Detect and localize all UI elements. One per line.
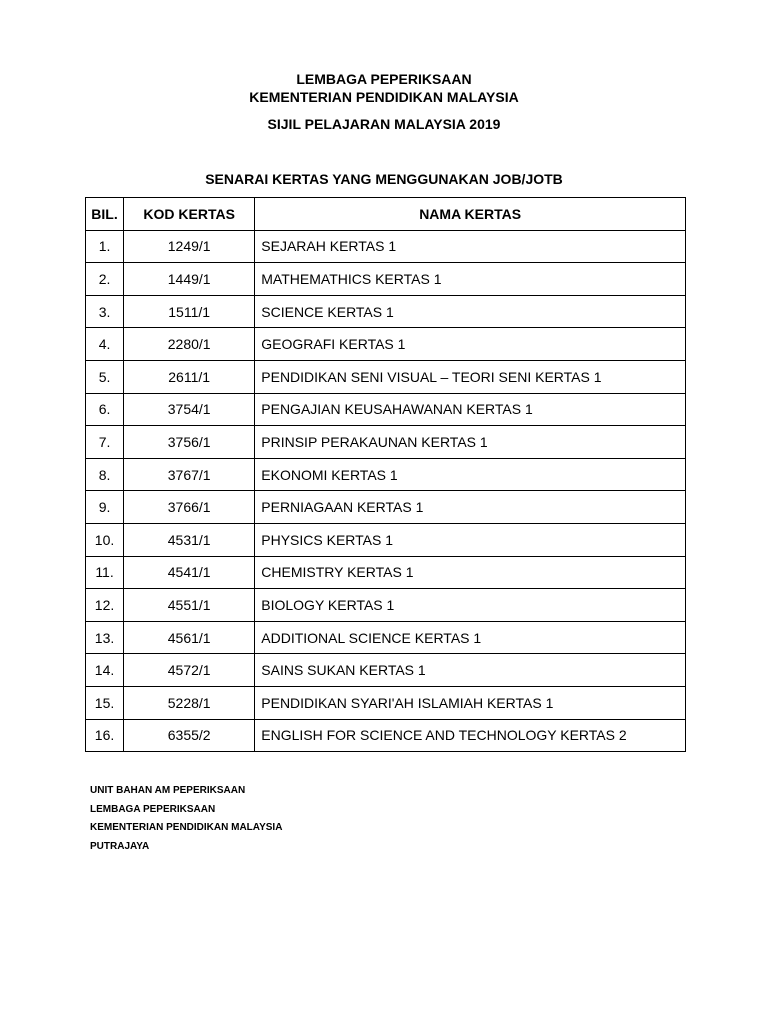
cell-bil: 1.	[86, 230, 124, 263]
column-header-kod: KOD KERTAS	[124, 198, 255, 231]
cell-bil: 6.	[86, 393, 124, 426]
cell-bil: 3.	[86, 295, 124, 328]
table-row	[86, 360, 686, 393]
cell-bil: 5.	[86, 360, 124, 393]
table-body	[86, 230, 686, 752]
cell-nama: CHEMISTRY KERTAS 1	[255, 556, 686, 589]
cell-bil: 12.	[86, 589, 124, 622]
table-row	[86, 719, 686, 752]
cell-bil: 15.	[86, 686, 124, 719]
cell-bil: 7.	[86, 426, 124, 459]
footer-unit: UNIT BAHAN AM PEPERIKSAAN	[90, 785, 246, 796]
cell-kod: 1511/1	[124, 295, 255, 328]
cell-bil: 4.	[86, 328, 124, 361]
cell-bil: 2.	[86, 263, 124, 296]
cell-kod: 1449/1	[124, 263, 255, 296]
cell-nama: PHYSICS KERTAS 1	[255, 523, 686, 556]
cell-nama: SEJARAH KERTAS 1	[255, 230, 686, 263]
cell-bil: 9.	[86, 491, 124, 524]
table-row	[86, 686, 686, 719]
cell-kod: 3754/1	[124, 393, 255, 426]
table-header-row	[86, 198, 686, 231]
cell-kod: 4551/1	[124, 589, 255, 622]
list-title: SENARAI KERTAS YANG MENGGUNAKAN JOB/JOTB	[205, 171, 563, 187]
cell-bil: 14.	[86, 654, 124, 687]
cell-nama: BIOLOGY KERTAS 1	[255, 589, 686, 622]
cell-nama: PERNIAGAAN KERTAS 1	[255, 491, 686, 524]
table-row	[86, 328, 686, 361]
cell-bil: 10.	[86, 523, 124, 556]
header-ministry: KEMENTERIAN PENDIDIKAN MALAYSIA	[249, 89, 519, 105]
cell-nama: PENGAJIAN KEUSAHAWANAN KERTAS 1	[255, 393, 686, 426]
header-organization: LEMBAGA PEPERIKSAAN	[296, 71, 472, 87]
cell-kod: 4531/1	[124, 523, 255, 556]
cell-bil: 16.	[86, 719, 124, 752]
cell-kod: 1249/1	[124, 230, 255, 263]
cell-kod: 3766/1	[124, 491, 255, 524]
column-header-nama: NAMA KERTAS	[255, 198, 686, 231]
cell-kod: 2611/1	[124, 360, 255, 393]
cell-kod: 2280/1	[124, 328, 255, 361]
table-row	[86, 458, 686, 491]
cell-nama: SAINS SUKAN KERTAS 1	[255, 654, 686, 687]
document-footer	[90, 782, 282, 856]
column-header-bil: BIL.	[86, 198, 124, 231]
table-row	[86, 426, 686, 459]
document-header	[0, 70, 768, 133]
table-row	[86, 491, 686, 524]
footer-ministry: KEMENTERIAN PENDIDIKAN MALAYSIA	[90, 822, 283, 833]
table-row	[86, 263, 686, 296]
cell-nama: MATHEMATHICS KERTAS 1	[255, 263, 686, 296]
cell-bil: 11.	[86, 556, 124, 589]
cell-kod: 6355/2	[124, 719, 255, 752]
table-row	[86, 654, 686, 687]
cell-bil: 8.	[86, 458, 124, 491]
cell-nama: ADDITIONAL SCIENCE KERTAS 1	[255, 621, 686, 654]
table-row	[86, 621, 686, 654]
cell-nama: EKONOMI KERTAS 1	[255, 458, 686, 491]
table-row	[86, 230, 686, 263]
cell-kod: 4561/1	[124, 621, 255, 654]
papers-table	[85, 197, 686, 752]
footer-city: PUTRAJAYA	[90, 840, 150, 852]
cell-nama: SCIENCE KERTAS 1	[255, 295, 686, 328]
table-row	[86, 589, 686, 622]
cell-nama: ENGLISH FOR SCIENCE AND TECHNOLOGY KERTAS 2	[255, 719, 686, 752]
cell-kod: 3767/1	[124, 458, 255, 491]
cell-nama: PENDIDIKAN SYARI'AH ISLAMIAH KERTAS 1	[255, 686, 686, 719]
table-row	[86, 393, 686, 426]
table-row	[86, 556, 686, 589]
footer-organization: LEMBAGA PEPERIKSAAN	[90, 803, 216, 815]
header-exam-title: SIJIL PELAJARAN MALAYSIA 2019	[267, 116, 501, 132]
cell-nama: PENDIDIKAN SENI VISUAL – TEORI SENI KERTAS 1	[255, 360, 686, 393]
cell-kod: 4572/1	[124, 654, 255, 687]
cell-kod: 5228/1	[124, 686, 255, 719]
cell-nama: PRINSIP PERAKAUNAN KERTAS 1	[255, 426, 686, 459]
table-row	[86, 295, 686, 328]
cell-kod: 4541/1	[124, 556, 255, 589]
table-row	[86, 523, 686, 556]
cell-nama: GEOGRAFI KERTAS 1	[255, 328, 686, 361]
cell-bil: 13.	[86, 621, 124, 654]
cell-kod: 3756/1	[124, 426, 255, 459]
